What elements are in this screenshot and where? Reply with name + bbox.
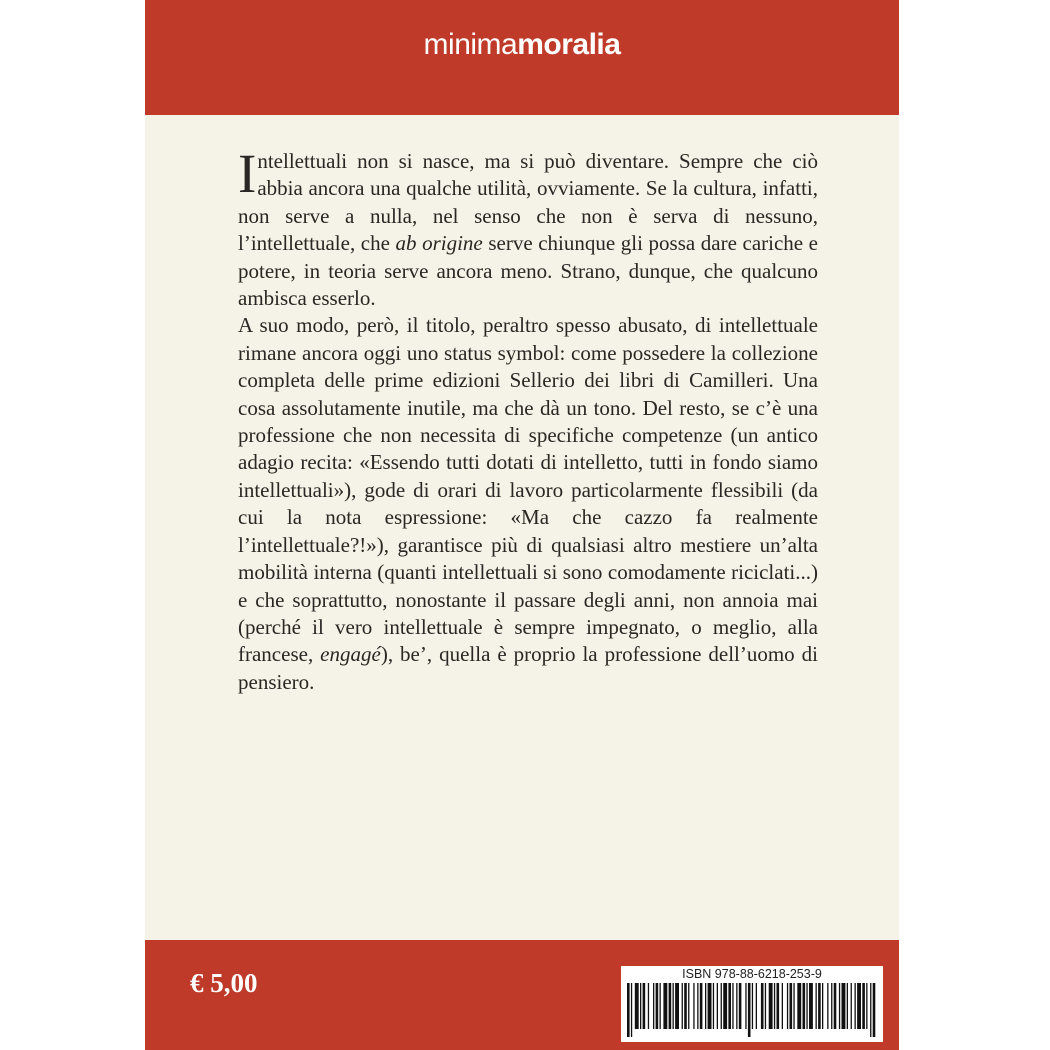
isbn-text: ISBN 978-88-6218-253-9 — [682, 967, 822, 981]
bottom-band — [145, 940, 899, 1050]
barcode-bars-icon — [625, 983, 879, 1039]
blurb-paragraph-2: A suo modo, però, il titolo, peraltro spesso abusato, di intellettuale rimane ancora oggi uno status symbol: come possedere la collezione completa delle prime edizioni Sellerio dei libri di Camilleri. Una cosa assolutamente inutile, ma che dà un tono. Del resto, se c’è una professione che non necessita di specifiche competenze (un antico adagio recita: «Essendo tutti dotati di intelletto, tutti in fondo siamo intellettuali»), gode di orari di lavoro particolarmente flessibili (da cui la nota espressione: «Ma che cazzo fa realmente l’intellettuale?!»), garantisce più di qualsiasi altro mestiere un’alta mobilità interna (quanti intellettuali si sono comodamente riciclati...) e che soprattutto, nonostante il passare degli anni, non annoia mai (perché il vero intellettuale è sempre impegnato, o meglio, alla francese, engagé), be’, quella è proprio la professione dell’uomo di pensiero. — [238, 313, 818, 694]
blurb-text — [238, 143, 819, 696]
blurb-paragraph-1: Intellettuali non si nasce, ma si può diventare. Sempre che ciò abbia ancora una qualche utilità, ovviamente. Se la cultura, infatti, non serve a nulla, nel senso che non è serva di nessuno, l’intellettuale, che ab origine serve chiunque gli possa dare cariche e potere, in teoria serve ancora meno. Strano, dunque, che qualcuno ambisca esserlo. — [238, 143, 819, 311]
publisher-logo — [145, 28, 899, 62]
book-back-cover — [145, 0, 899, 1050]
drop-cap: I — [238, 143, 257, 204]
top-band — [145, 0, 899, 115]
price-label: € 5,00 — [190, 968, 258, 998]
logo-part-moralia: moralia — [517, 28, 621, 61]
logo-part-minima: minima — [423, 28, 518, 61]
isbn-barcode — [621, 966, 883, 1042]
